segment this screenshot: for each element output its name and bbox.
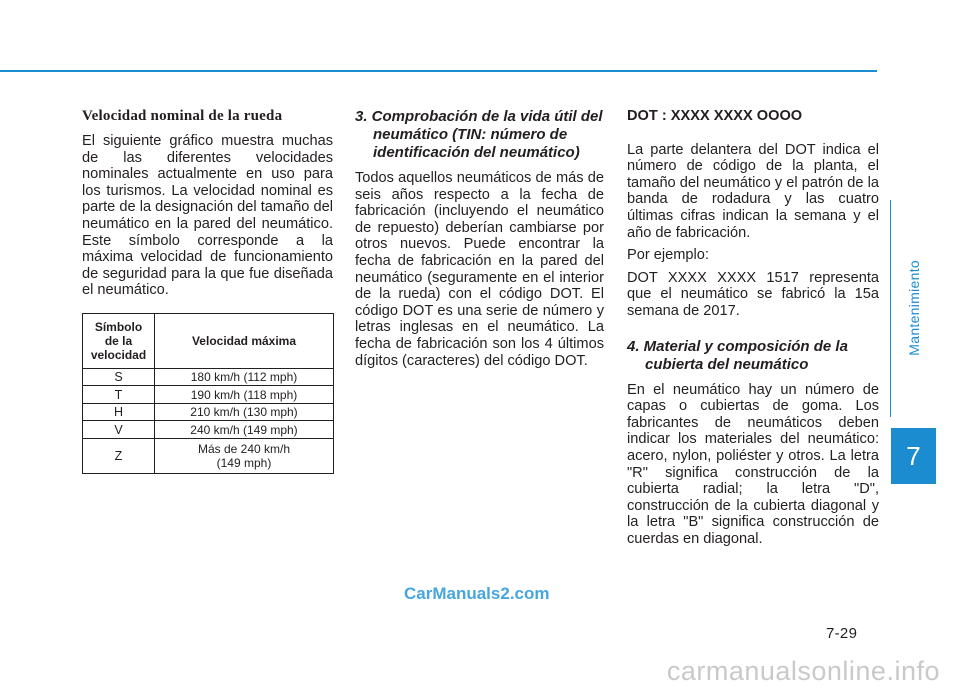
symbol-cell: V bbox=[83, 421, 155, 439]
speed-header: Velocidad máxima bbox=[155, 313, 334, 368]
column-middle bbox=[355, 108, 604, 369]
symbol-cell: Z bbox=[83, 438, 155, 473]
column-left bbox=[82, 108, 333, 474]
speed-cell: 240 km/h (149 mph) bbox=[155, 421, 334, 439]
dot-paragraph: La parte delantera del DOT indica el número de código de la planta, el tamaño del neumático y el patrón de la banda de rodadura y las cuatro últimas cifras indican la semana y el año de fabricación. bbox=[627, 141, 879, 241]
speed-line2: (149 mph) bbox=[216, 455, 272, 470]
symbol-header bbox=[83, 313, 155, 368]
table-row bbox=[83, 438, 334, 473]
symbol-cell: S bbox=[83, 368, 155, 386]
column-right bbox=[627, 108, 879, 547]
speed-cell: 210 km/h (130 mph) bbox=[155, 403, 334, 421]
symbol-cell: T bbox=[83, 386, 155, 404]
symbol-cell: H bbox=[83, 403, 155, 421]
symbol-header-line3: velocidad bbox=[90, 347, 147, 362]
tire-life-heading: 3. Comprobación de la vida útil del neumático (TIN: número de identificación del neumático) bbox=[355, 108, 603, 161]
symbol-header-line1: Símbolo bbox=[94, 319, 143, 334]
speed-cell: 180 km/h (112 mph) bbox=[155, 368, 334, 386]
watermark-text: CarManuals2.com bbox=[404, 584, 550, 603]
material-heading: 4. Material y composición de la cubierta del neumático bbox=[627, 337, 848, 373]
example-paragraph: DOT XXXX XXXX 1517 representa que el neumático se fabricó la 15a semana de 2017. bbox=[627, 269, 879, 319]
symbol-header-line2: de la bbox=[104, 333, 133, 348]
speed-rating-heading: Velocidad nominal de la rueda bbox=[82, 108, 283, 124]
speed-rating-table bbox=[82, 313, 334, 474]
table-row bbox=[83, 368, 334, 386]
section-label-text: Mantenimiento bbox=[905, 260, 922, 356]
dot-code: DOT : XXXX XXXX OOOO bbox=[627, 108, 803, 124]
header-rule bbox=[0, 70, 877, 72]
speed-cell: 190 km/h (118 mph) bbox=[155, 386, 334, 404]
footer-watermark: carmanualsonline.info bbox=[666, 656, 940, 686]
speed-cell bbox=[155, 438, 334, 473]
speed-line1: Más de 240 km/h bbox=[197, 441, 291, 456]
table-row bbox=[83, 421, 334, 439]
page-number: 7-29 bbox=[826, 625, 858, 642]
example-label: Por ejemplo: bbox=[627, 247, 709, 264]
speed-rating-paragraph: El siguiente gráfico muestra muchas de las diferentes velocidades nominales actualmente en uso para los turismos. La velocidad nominal es parte de la designación del tamaño del neumático en la pared del neumático. Este símbolo corresponde a la máxima velocidad de funcionamiento de seguridad para la que fue diseñada el neumático. bbox=[82, 133, 333, 299]
tire-life-paragraph: Todos aquellos neumáticos de más de seis años respecto a la fecha de fabricación (incluyendo el neumático de repuesto) deberían cambiarse por otros nuevos. Puede encontrar la fecha de fabricación en la pared del neumático (seguramente en el interior de la rueda) con el código DOT. El código DOT es una serie de número y letras inglesas en el neumático. La fecha de fabricación son los 4 últimos dígitos (caracteres) del código DOT. bbox=[355, 170, 604, 369]
table-row bbox=[83, 386, 334, 404]
side-section-label bbox=[891, 200, 936, 416]
chapter-tab: 7 bbox=[891, 428, 936, 484]
table-row bbox=[83, 403, 334, 421]
table-header-row bbox=[83, 313, 334, 368]
material-paragraph: En el neumático hay un número de capas o cubiertas de goma. Los fabricantes de neumáticos deben indicar los materiales del neumático: acero, nylon, poliéster y otros. La letra "R" significa construcción de la cubierta radial; la letra "D", construcción de la cubierta diagonal y la letra "B" significa construcción de cuerdas en diagonal. bbox=[627, 381, 879, 547]
